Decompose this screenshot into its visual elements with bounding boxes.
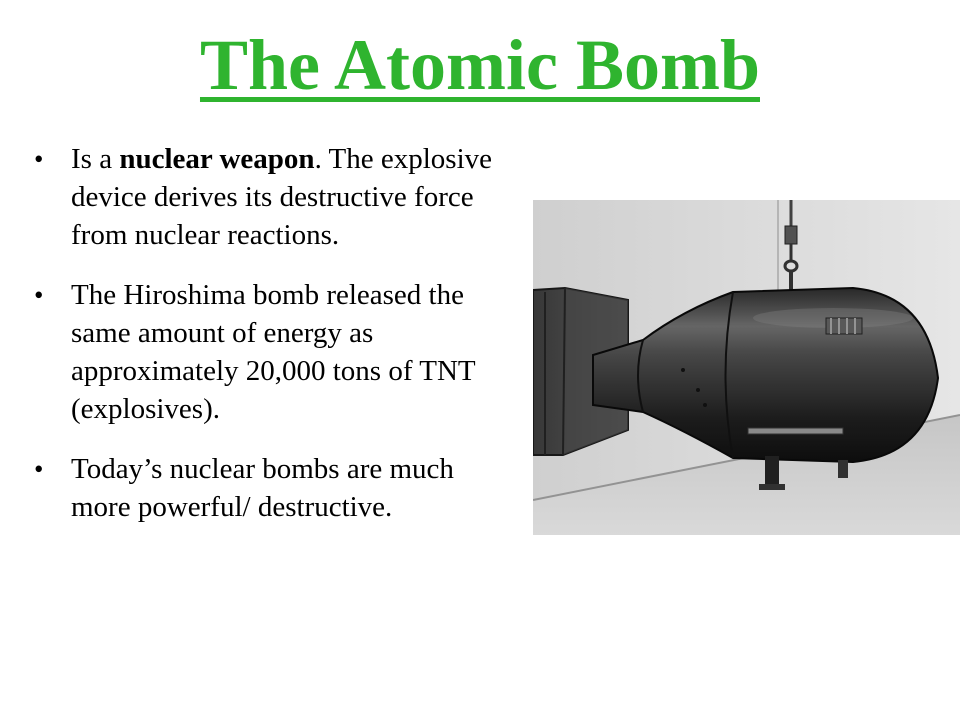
bullet-text-rest: . The explosive device derives its destructive force from nuclear reactions. (71, 143, 493, 251)
bullet-text: Today’s nuclear bombs are much more powerful/ destructive. (71, 453, 454, 523)
photo-grain (533, 200, 960, 535)
bullet-item-todays-bombs (34, 450, 504, 526)
bullet-item-hiroshima (34, 276, 504, 428)
bullet-text: The Hiroshima bomb released the same amount of energy as approximately 20,000 tons of TNT (explosives). (71, 279, 476, 425)
bullet-marker: • (34, 144, 44, 174)
bullet-emphasis: nuclear weapon (119, 143, 315, 175)
slide-title: The Atomic Bomb (199, 25, 760, 105)
bomb-photo-drawing (533, 200, 960, 535)
bullet-marker: • (34, 280, 44, 310)
bomb-photo (533, 200, 960, 535)
bullet-list (34, 140, 504, 526)
bullet-text-lead: Is a (71, 143, 120, 175)
bullet-marker: • (34, 454, 44, 484)
bullet-item-nuclear-weapon (34, 140, 504, 254)
